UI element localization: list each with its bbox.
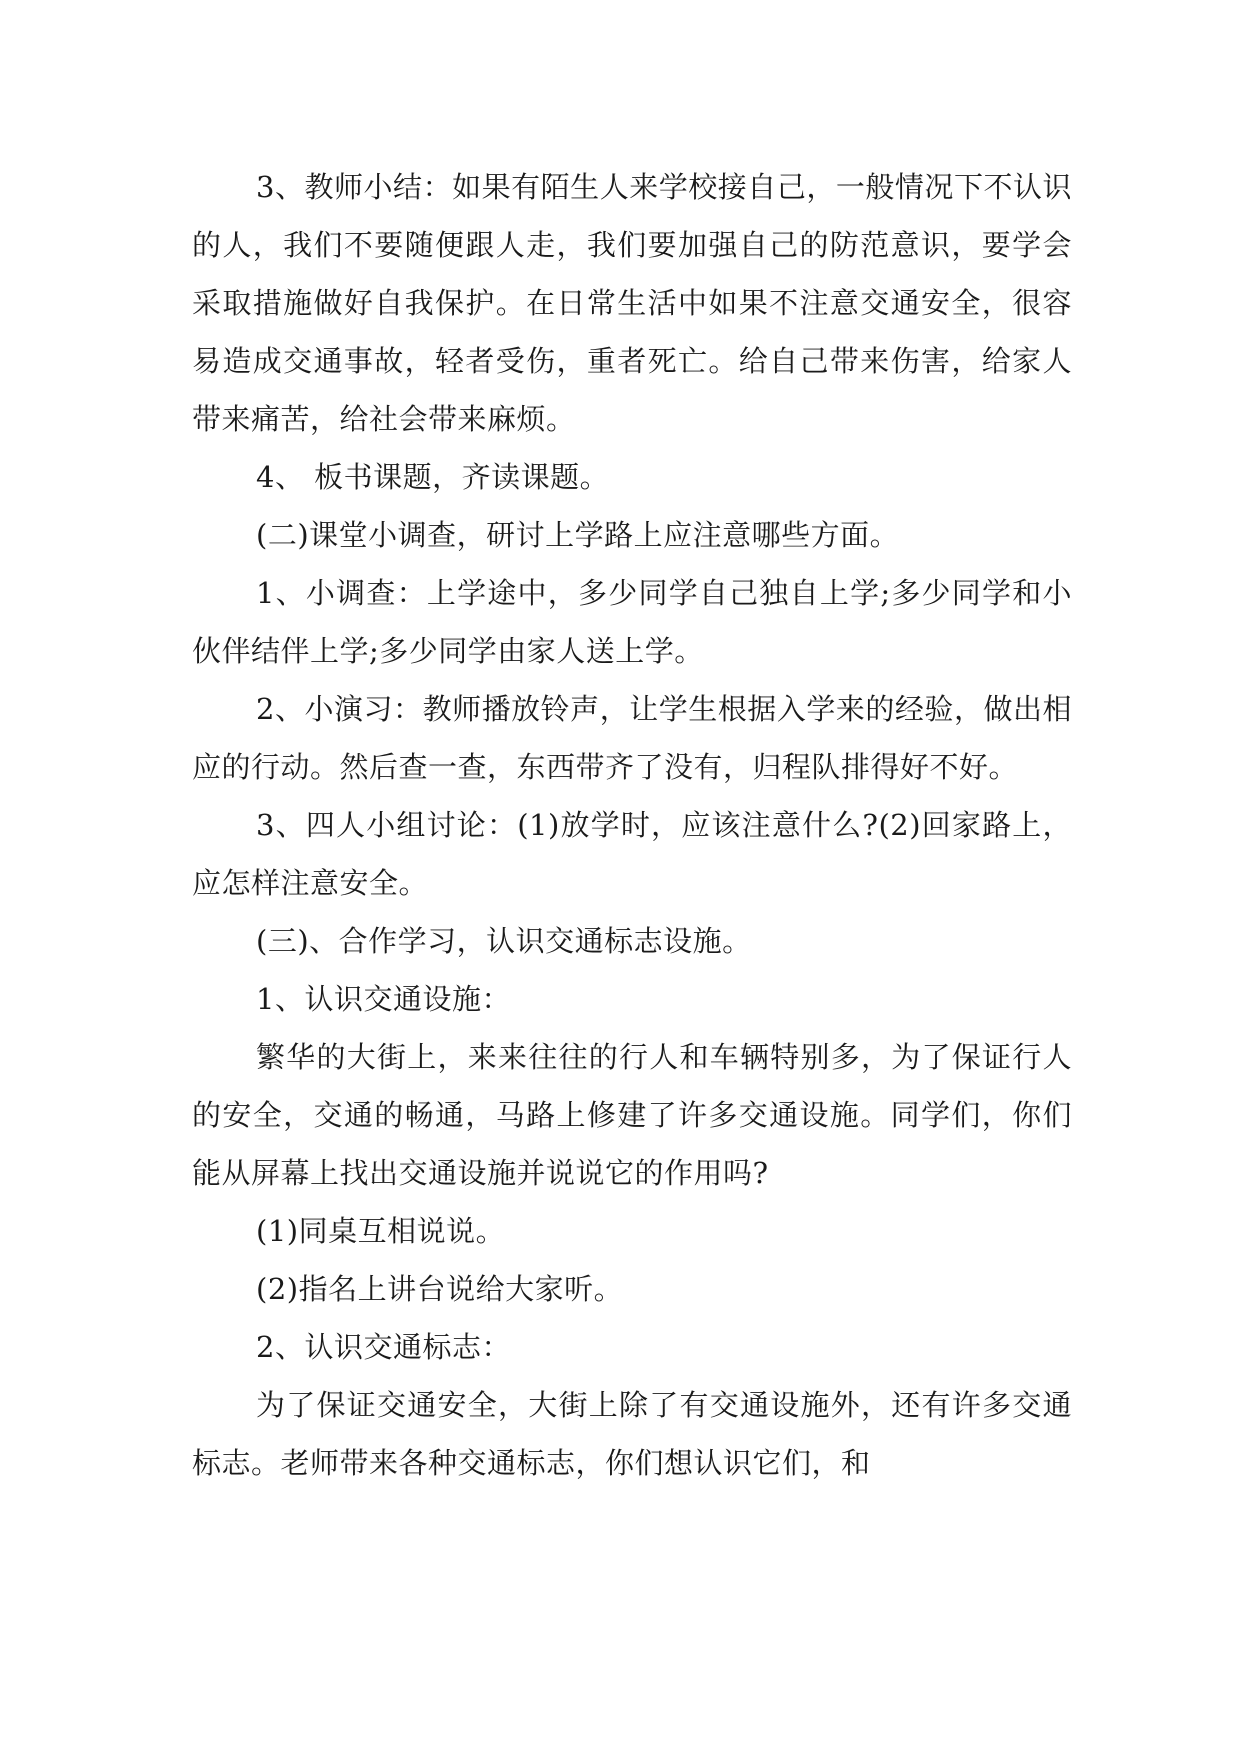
paragraph-traffic-signs-heading: 2、认识交通标志： [256, 1330, 511, 1364]
paragraph-teacher-summary: 3、教师小结：如果有陌生人来学校接自己，一般情况下不认识的人，我们不要随便跟人走，我们要加强自己的防范意识，要学会采取措施做好自我保护。在日常生活中如果不注意交通安全，很容易造成交通事故，轻者受伤，重者死亡。给自己带来伤害，给家人带来痛苦，给社会带来麻烦。 [192, 170, 1072, 436]
paragraph-desk-partner-talk: (1)同桌互相说说。 [256, 1214, 506, 1248]
paragraph-drill: 2、小演习：教师播放铃声，让学生根据入学来的经验，做出相应的行动。然后查一查，东西带齐了没有，归程队排得好不好。 [192, 692, 1072, 784]
paragraph-traffic-signs: 为了保证交通安全，大街上除了有交通设施外，还有许多交通标志。老师带来各种交通标志，你们想认识它们，和 [192, 1388, 1072, 1480]
paragraph-board-title: 4、 板书课题，齐读课题。 [256, 460, 610, 494]
paragraph-section-two-heading: (二)课堂小调查，研讨上学路上应注意哪些方面。 [256, 518, 900, 552]
paragraph-podium-talk: (2)指名上讲台说给大家听。 [256, 1272, 624, 1306]
document-body [192, 158, 1072, 1492]
paragraph-group-discussion: 3、四人小组讨论：(1)放学时，应该注意什么?(2)回家路上，应怎样注意安全。 [192, 808, 1072, 900]
paragraph-survey: 1、小调查：上学途中，多少同学自己独自上学;多少同学和小伙伴结伴上学;多少同学由家人送上学。 [192, 576, 1072, 668]
paragraph-traffic-facilities: 繁华的大街上，来来往往的行人和车辆特别多，为了保证行人的安全，交通的畅通，马路上修建了许多交通设施。同学们，你们能从屏幕上找出交通设施并说说它的作用吗? [192, 1040, 1072, 1190]
paragraph-traffic-facilities-heading: 1、认识交通设施： [256, 982, 511, 1016]
paragraph-section-three-heading: (三)、合作学习，认识交通标志设施。 [256, 924, 752, 958]
